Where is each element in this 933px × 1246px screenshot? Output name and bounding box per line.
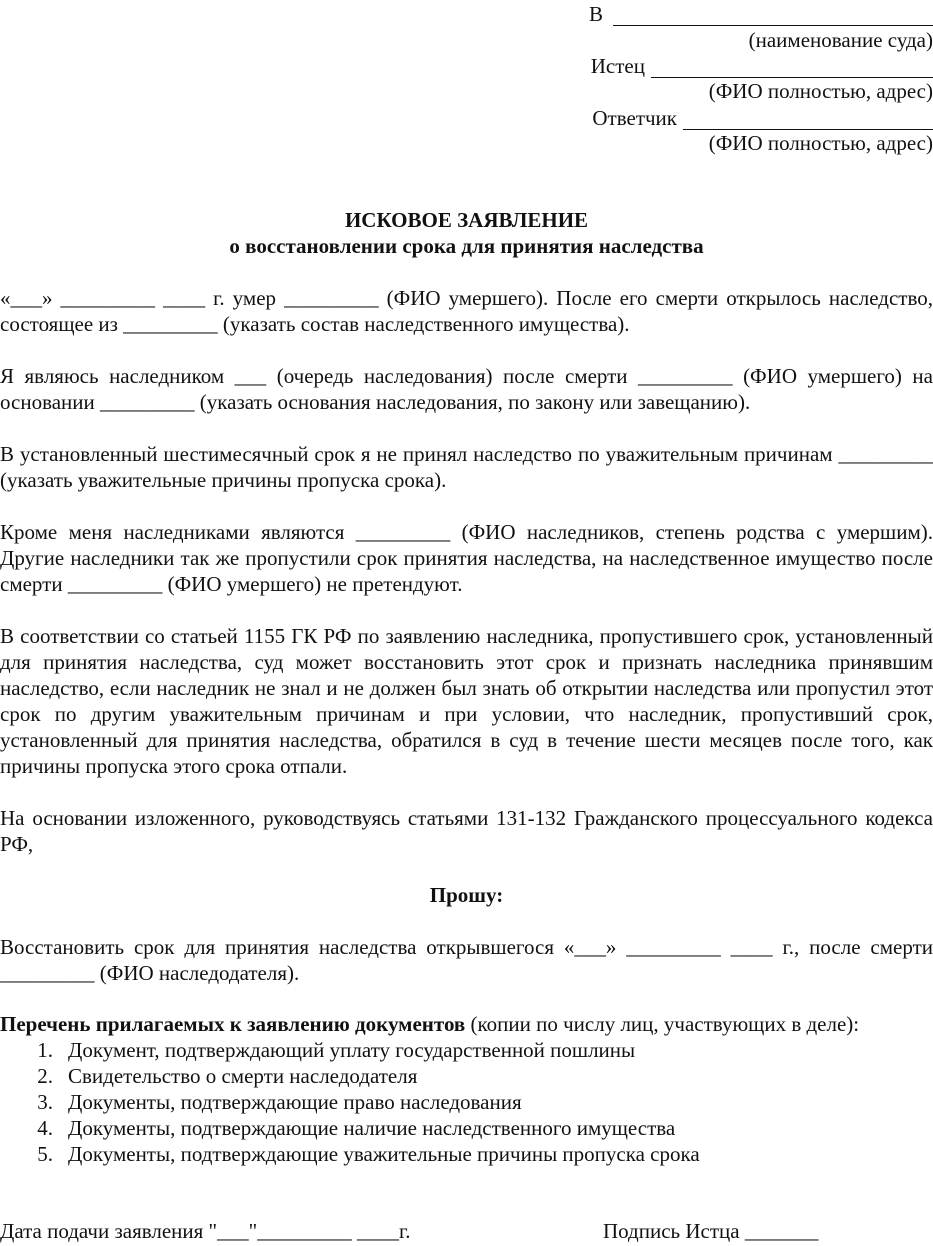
paragraph-missed-deadline: В установленный шестимесячный срок я не принял наследство по уважительным причинам _________ (указать уважительные причины пропуска срока).: [0, 442, 933, 492]
list-item-text: Документы, подтверждающие уважительные причины пропуска срока: [68, 1142, 700, 1166]
plaintiff-hint: (ФИО полностью, адрес): [708, 79, 933, 103]
defendant-field: [592, 104, 933, 130]
document-title: ИСКОВОЕ ЗАЯВЛЕНИЕ: [344, 208, 589, 232]
list-item-number: 1.: [37, 1038, 53, 1062]
paragraph-procedural-basis: На основании изложенного, руководствуясь статьями 131-132 Гражданского процессуального кодекса РФ,: [0, 806, 933, 856]
paragraph-other-heirs: Кроме меня наследниками являются _________ (ФИО наследников, степень родства с умершим). Другие наследники так же пропустили срок принятия наследства, на наследственное имущество после смерти _________ (ФИО умершего) не претендуют.: [0, 520, 933, 596]
list-item-number: 5.: [37, 1142, 53, 1166]
defendant-hint: (ФИО полностью, адрес): [708, 131, 933, 155]
plaintiff-signature: Подпись Истца _______: [603, 1219, 819, 1243]
defendant-blank-line: [683, 109, 933, 130]
court-hint: (наименование суда): [748, 28, 933, 52]
list-item-number: 2.: [37, 1064, 53, 1088]
plaintiff-prefix: Истец: [590, 54, 645, 78]
document-subtitle: о восстановлении срока для принятия наследства: [229, 234, 704, 258]
list-item: [0, 1063, 700, 1089]
submission-date: Дата подачи заявления "___"_________ ____г.: [0, 1219, 411, 1243]
list-item-number: 3.: [37, 1090, 53, 1114]
request-heading: Прошу:: [429, 883, 504, 907]
paragraph-request: Восстановить срок для принятия наследства открывшегося «___» _________ ____ г., после смерти _________ (ФИО наследодателя).: [0, 935, 933, 985]
list-item: [0, 1115, 700, 1141]
list-item-text: Документ, подтверждающий уплату государственной пошлины: [68, 1038, 636, 1062]
court-blank-line: [613, 5, 933, 26]
list-item: [0, 1037, 700, 1063]
paragraph-heir-status: Я являюсь наследником ___ (очередь наследования) после смерти _________ (ФИО умершего) на основании _________ (указать основания наследования, по закону или завещанию).: [0, 364, 933, 414]
attachments-heading-note: (копии по числу лиц, участвующих в деле):: [465, 1012, 860, 1036]
court-prefix: В: [588, 2, 603, 26]
attachments-list: [0, 1037, 700, 1167]
paragraph-legal-basis: В соответствии со статьей 1155 ГК РФ по заявлению наследника, пропустившего срок, установленный для принятия наследства, суд может восстановить этот срок и признать наследника принявшим наследство, если наследник не знал и не должен был знать об открытии наследства или пропустил этот срок по другим уважительным причинам и при условии, что наследник, пропустивший срок, установленный для принятия наследства, обратился в суд в течение шести месяцев после того, как причины пропуска этого срока отпали.: [0, 624, 933, 778]
list-item: [0, 1089, 700, 1115]
attachments-heading-bold: Перечень прилагаемых к заявлению документов: [0, 1012, 466, 1036]
plaintiff-field: [591, 52, 933, 78]
defendant-prefix: Ответчик: [592, 106, 677, 130]
list-item-number: 4.: [37, 1116, 53, 1140]
list-item-text: Документы, подтверждающие право наследования: [68, 1090, 522, 1114]
list-item-text: Документы, подтверждающие наличие наследственного имущества: [68, 1116, 676, 1140]
list-item: [0, 1141, 700, 1167]
court-field: [589, 0, 933, 26]
attachments-heading: [0, 1011, 933, 1037]
plaintiff-blank-line: [651, 57, 933, 78]
list-item-text: Свидетельство о смерти наследодателя: [68, 1064, 418, 1088]
paragraph-death-info: «___» _________ ____ г. умер _________ (ФИО умершего). После его смерти открылось наследство, состоящее из _________ (указать состав наследственного имущества).: [0, 286, 933, 336]
